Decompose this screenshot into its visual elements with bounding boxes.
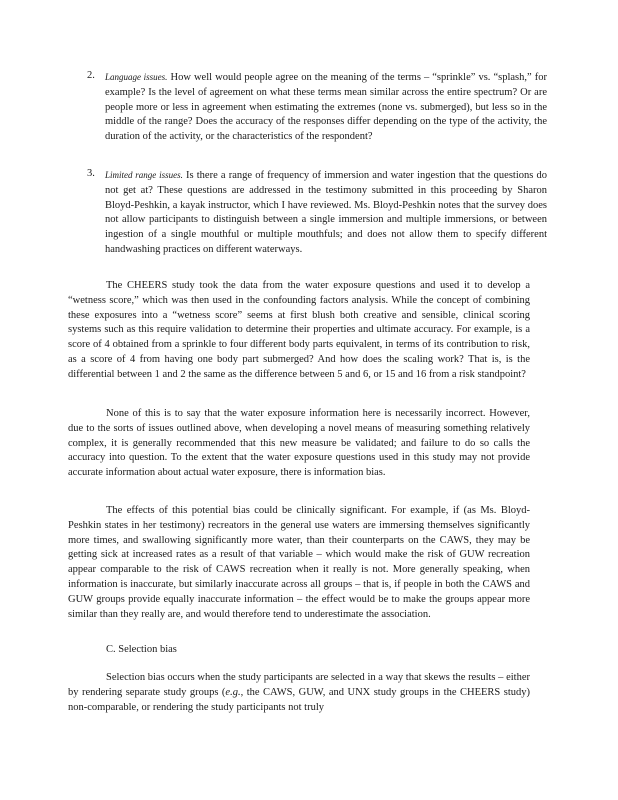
list-item-body	[105, 70, 547, 145]
list-item-term: Limited range issues.	[105, 170, 183, 180]
paragraph-text-eg: e.g.,	[225, 686, 244, 698]
paragraph-bias-effects: The effects of this potential bias could be clinically significant. For example, if (as Ms. Bloyd-Peshkin states in her testimony) recreators in the general use waters are immersing themselves significantly more times, and swallowing significantly more water, than their counterparts on the CAWS, they may be getting sick at increased rates as a result of that variable – which would make the risk of GUW recreation appear comparable to the risk of CAWS recreation when it really is not. More generally speaking, when information is inaccurate, but similarly inaccurate across all groups – that is, if people in both the CAWS and GUW groups provide equally inaccurate information – the effect would be to make the groups appear more similar than they really are, and would therefore tend to underestimate the association.	[68, 505, 530, 620]
list-item-text: Is there a range of frequency of immersion and water ingestion that the questions do not get at? These questions are addressed in the testimony submitted in this proceeding by Sharon Bloyd-Peshkin, a kayak instructor, which I have reviewed. Ms. Bloyd-Peshkin notes that the survey does not allow participants to distinguish between a single immersion and multiple immersions, or between ingestion of a single mouthful or multiple mouthfuls; and does not allow them to specify different handwashing practices on different waterways.	[105, 170, 547, 255]
paragraph-wetness-score: The CHEERS study took the data from the water exposure questions and used it to develop a “wetness score,” which was then used in the confounding factors analysis. While the concept of combining these exposures into a “wetness score” seems at first blush both creative and sensible, clinical scoring systems such as this require validation to determine their properties and ultimate accuracy. For example, is a score of 4 obtained from a sprinkle to four different body parts equivalent, in terms of its contribution to risk, as a score of 4 from having one body part submerged? And how does the scaling work? That is, is the differential between 1 and 2 the same as the difference between 5 and 6, or 15 and 16 from a risk standpoint?	[68, 280, 530, 380]
list-item-language-issues	[87, 70, 547, 145]
list-item-body	[105, 168, 547, 258]
list-number: 2.	[87, 70, 95, 81]
paragraph-text-start: Selection bias occurs when the study participants are selected in a way that skews the results – either by rendering separate study groups (	[68, 672, 530, 698]
paragraph-information-bias: None of this is to say that the water exposure information here is necessarily incorrect. However, due to the sorts of issues outlined above, when developing a novel means of measuring something relatively complex, it is generally recommended that this new measure be validated; and failure to do so calls the accuracy into question. To the extent that the water exposure questions used in this study may not provide accurate information about actual water exposure, there is information bias.	[68, 408, 530, 479]
list-item-term: Language issues.	[105, 72, 168, 82]
list-item-limited-range-issues	[87, 168, 547, 258]
paragraph-text-end: the CAWS, GUW, and UNX study groups in the CHEERS study) non-comparable, or rendering the study participants not truly	[68, 686, 530, 713]
section-heading-selection-bias: C. Selection bias	[106, 644, 177, 655]
list-item-text: How well would people agree on the meaning of the terms – “sprinkle” vs. “splash,” for example? Is the level of agreement on what these terms mean similar across the entire spectrum? Or are people more or less in agreement when estimating the extremes (none vs. submerged), but less so in the middle of the range? Does the accuracy of the responses differ depending on the type of the activity, the duration of the activity, or the characteristics of the respondent?	[105, 72, 547, 143]
list-number: 3.	[87, 168, 95, 179]
paragraph-selection-bias	[68, 671, 530, 715]
